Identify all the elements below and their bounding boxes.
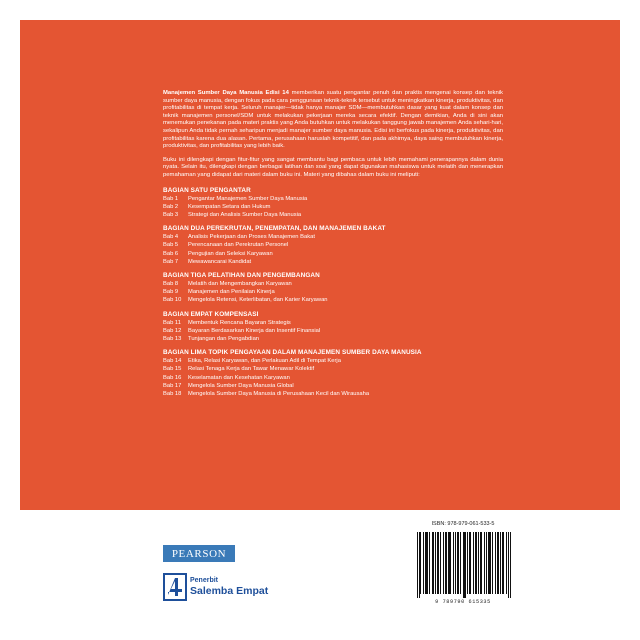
chapter-number: Bab 1 [163,195,179,202]
barcode-bar [420,532,421,594]
chapter-title: Kesempatan Setara dan Hukum [188,203,271,210]
barcode-bar [481,532,482,594]
barcode-digits: 9 789790 615335 [435,599,491,605]
section-title: BAGIAN EMPAT KOMPENSASI [163,310,259,318]
barcode-bar [478,532,479,594]
chapter-item [163,195,503,203]
publisher-label: Penerbit [190,577,219,584]
barcode-bar [502,532,503,594]
section-title: BAGIAN LIMA TOPIK PENGAYAAN DALAM MANAJEMEN SUMBER DAYA MANUSIA [163,349,422,357]
barcode-bar [495,532,496,594]
chapter-title: Mengelola Sumber Daya Manusia di Perusahaan Kecil dan Wirausaha [188,390,370,397]
isbn-block [413,520,513,605]
barcode-bar [464,532,465,598]
chapter-title: Pengujian dan Seleksi Karyawan [188,250,273,257]
chapter-title: Etika, Relasi Karyawan, dan Perlakuan Adil di Tempat Kerja [188,358,341,365]
barcode-bar [445,532,446,594]
chapter-item [163,327,503,335]
barcode-bar [465,532,466,598]
chapter-title: Mengelola Sumber Daya Manusia Global [188,382,294,389]
chapter-item [163,382,503,390]
book-back-cover [20,20,620,620]
barcode-bar [480,532,481,594]
barcode-bar [506,532,507,594]
chapter-title: Pengantar Manajemen Sumber Daya Manusia [188,195,308,202]
chapter-item [163,288,503,296]
chapter-title: Perencanaan dan Perekrutan Personel [188,242,289,249]
chapter-title: Relasi Tenaga Kerja dan Tawar Menawar Kolektif [188,366,315,373]
chapter-title: Manajemen dan Penilaian Kinerja [188,289,275,296]
barcode-bar [458,532,459,594]
chapter-number: Bab 2 [163,203,179,210]
barcode-bar [508,532,509,598]
barcode-bar [426,532,427,594]
barcode-bar [460,532,461,594]
barcode-icon [413,530,513,600]
barcode-bar [500,532,501,594]
barcode-bar [433,532,434,594]
chapter-item [163,258,503,266]
chapter-number: Bab 3 [163,211,179,218]
barcode-bar [435,532,436,594]
chapter-item [163,335,503,343]
chapter-number: Bab 16 [163,374,182,381]
chapter-title: Mengelola Retensi, Keterlibatan, dan Karier Karyawan [188,297,328,304]
chapter-number: Bab 4 [163,234,179,241]
chapter-item [163,280,503,288]
barcode-bar [419,532,420,598]
barcode-bar [497,532,498,594]
chapter-title: Strategi dan Analisis Sumber Daya Manusia [188,211,302,218]
chapter-item [163,374,503,382]
barcode-bar [492,532,493,594]
chapter-title: Melatih dan Mengembangkan Karyawan [188,280,292,287]
barcode-bar [490,532,491,594]
barcode-bar [488,532,489,594]
toc-section [163,310,503,344]
barcode-bar [423,532,424,594]
chapter-number: Bab 13 [163,335,182,342]
chapter-item [163,250,503,258]
chapter-number: Bab 7 [163,258,179,265]
barcode-bar [448,532,449,594]
chapter-item [163,233,503,241]
chapter-item [163,296,503,304]
barcode-bar [469,532,470,594]
barcode-bar [455,532,456,594]
pearson-logo: PEARSON [163,545,235,562]
chapter-item [163,357,503,365]
isbn-number: ISBN: 978-979-061-533-5 [431,521,495,527]
table-of-contents [163,186,503,399]
barcode-bar [429,532,430,594]
publisher-name: Salemba Empat [190,585,269,597]
intro-paragraph-2: Buku ini dilengkapi dengan fitur-fitur yang sangat membantu bagi pembaca untuk lebih memahami penerapannya dalam dunia nyata. Selain itu, dilengkapi dengan berbagai latihan dan soal yang dapat digunakan mahasiswa untuk melatih dan menerapkan pemahaman yang didapat dari materi dalam buku ini. Materi yang dibahas dalam buku ini meliputi: [163,156,503,178]
barcode-bar [457,532,458,594]
barcode-bar [425,532,426,594]
chapter-number: Bab 9 [163,289,179,296]
toc-section [163,224,503,266]
section-title: BAGIAN SATU PENGANTAR [163,186,251,194]
barcode-bar [440,532,441,594]
barcode-bar [498,532,499,594]
barcode-bar [489,532,490,594]
chapter-item [163,211,503,219]
barcode-bar [449,532,450,594]
barcode-bar [443,532,444,594]
chapter-title: Membentuk Rencana Bayaran Strategis [188,319,291,326]
chapter-title: Keselamatan dan Kesehatan Karyawan [188,374,290,381]
chapter-number: Bab 18 [163,390,182,397]
barcode-bar [432,532,433,594]
toc-section [163,271,503,305]
toc-section [163,348,503,398]
salemba-empat-logo [163,570,293,604]
barcode-bar [503,532,504,594]
chapter-number: Bab 11 [163,319,181,326]
barcode-bar [470,532,471,594]
chapter-number: Bab 15 [163,366,182,373]
barcode-bar [417,532,418,598]
chapter-number: Bab 8 [163,280,179,287]
barcode-bar [450,532,451,594]
barcode-bar [438,532,439,594]
chapter-item [163,319,503,327]
chapter-item [163,390,503,398]
chapter-title: Mewawancarai Kandidat [188,258,252,265]
barcode-bar [476,532,477,594]
chapter-item [163,241,503,249]
barcode-bar [475,532,476,594]
chapter-title: Bayaran Berdasarkan Kinerja dan Insentif Finansial [188,327,321,334]
barcode-bar [437,532,438,594]
barcode-bar [427,532,428,594]
barcode-bar [463,532,464,598]
chapter-number: Bab 14 [163,358,182,365]
intro-paragraph-1 [163,90,503,151]
section-title: BAGIAN TIGA PELATIHAN DAN PENGEMBANGAN [163,271,320,279]
chapter-item [163,203,503,211]
barcode-bar [484,532,485,594]
intro-paragraph-1-body: memberikan suatu pengantar penuh dan praktis mengenai konsep dan teknik sumber daya manusia, dengan fokus pada cara penggunaan teknik-teknik tersebut untuk meningkatkan kinerja, produktivitas, dan profitabilitas di tempat kerja. Seluruh manajer—tidak hanya manajer SDM—membutuhkan dasar yang kuat dalam konsep dan teknik manajemen personel/SDM untuk melakukan pekerjaan mereka secara efektif. Dengan demikian, Anda di sini akan menemukan penekanan pada materi praktis yang Anda butuhkan untuk melakukan tanggung jawab manajemen Anda sehari-hari, sekalipun Anda tidak pernah seharipun menjadi manajer sumber daya manusia. Edisi ini berfokus pada kinerja, produktivitas, dan profitabilitas karena dua alasan. Pertama, perusahaan haruslah kompetitif, dan pada akhirnya, daya saing membutuhkan kinerja, produktivitas, dan profitabilitas yang lebih baik. [163,90,504,150]
chapter-title: Analisis Pekerjaan dan Proses Manajemen Bakat [188,234,315,241]
section-title: BAGIAN DUA PEREKRUTAN, PENEMPATAN, DAN MANAJEMEN BAKAT [163,225,386,233]
barcode-bar [486,532,487,594]
barcode-bar [510,532,511,598]
chapter-number: Bab 12 [163,327,182,334]
chapter-number: Bab 10 [163,297,182,304]
barcode-bar [453,532,454,594]
book-title: Manajemen Sumber Daya Manusia Edisi 14 [163,90,289,96]
barcode-bar [467,532,468,594]
chapter-number: Bab 5 [163,242,179,249]
chapter-item [163,365,503,373]
bottom-white-band [20,510,620,620]
chapter-number: Bab 6 [163,250,179,257]
barcode-bar [446,532,447,594]
chapter-number: Bab 17 [163,382,182,389]
salemba-emblem-icon [163,573,187,601]
chapter-title: Tunjangan dan Pengabdian [188,335,260,342]
cover-text-block [163,90,503,398]
barcode-bar [473,532,474,594]
toc-section [163,186,503,220]
